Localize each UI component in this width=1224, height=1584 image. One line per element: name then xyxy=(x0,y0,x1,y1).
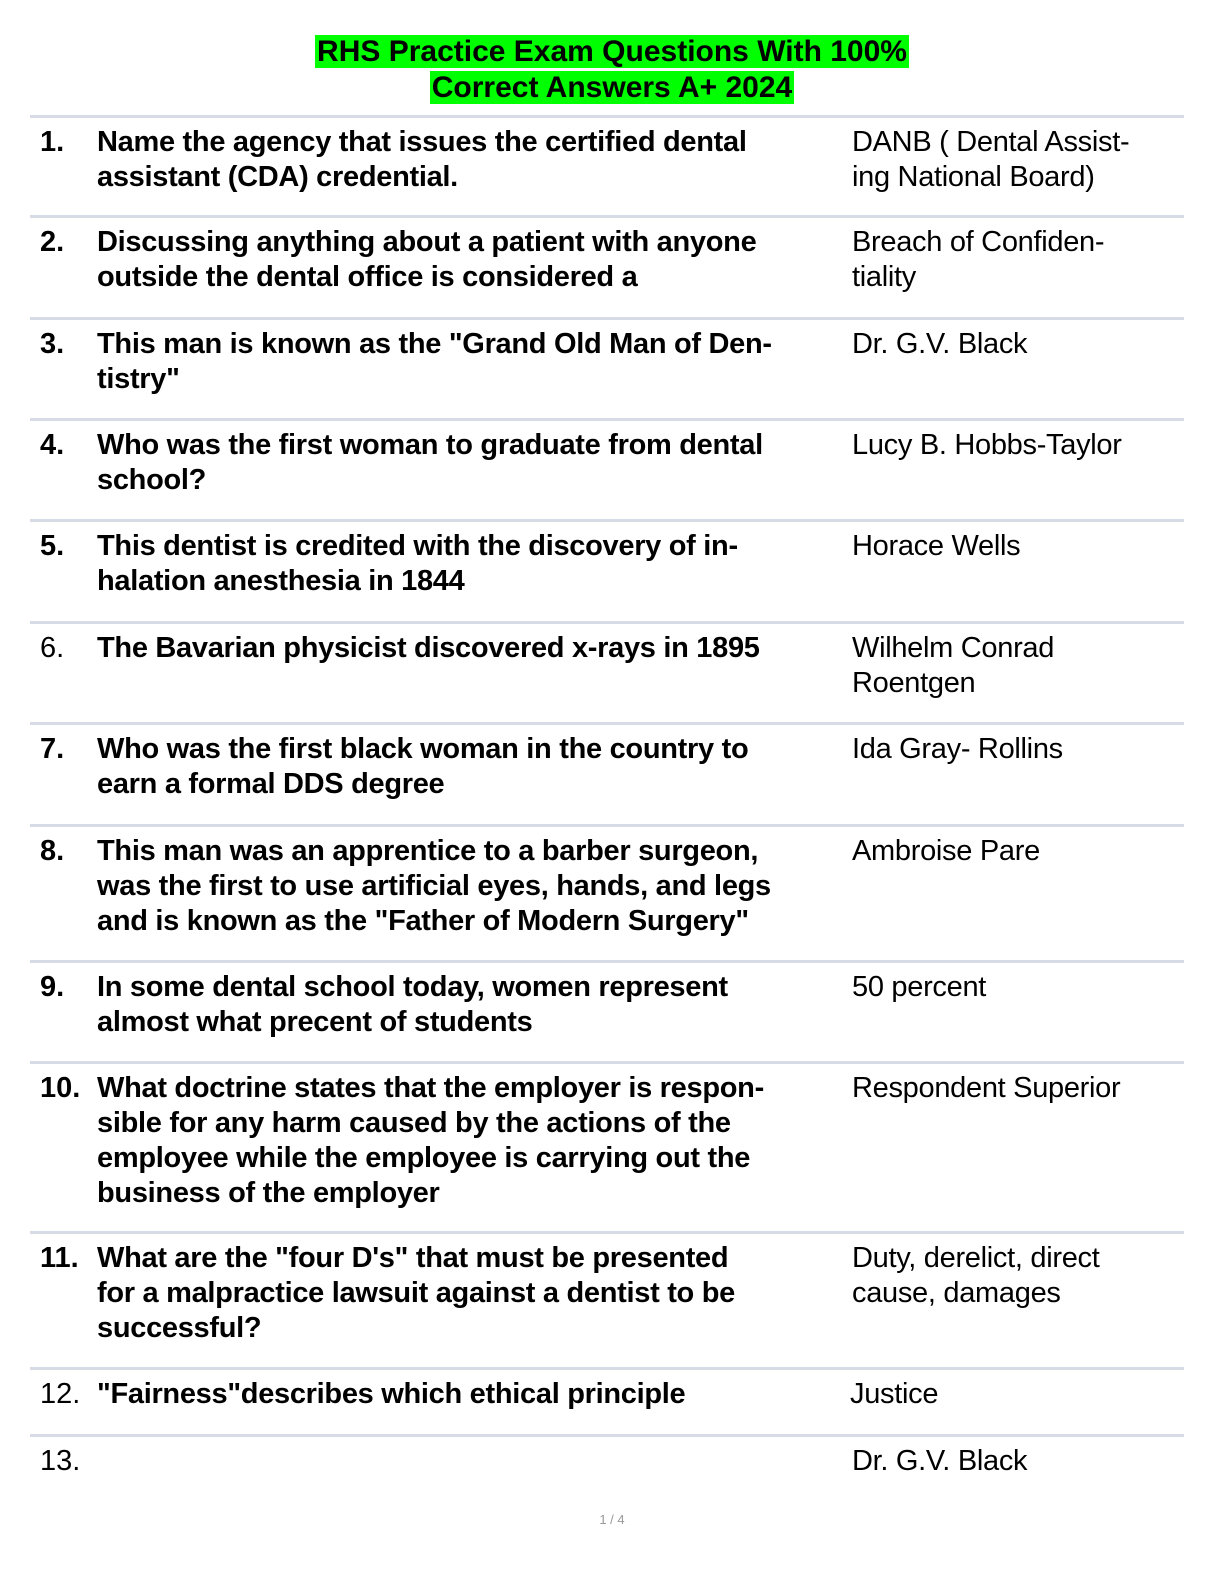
question-text xyxy=(97,327,857,397)
page-number: 1 / 4 xyxy=(599,1512,625,1527)
question-line: Discussing anything about a patient with anyone xyxy=(97,226,757,258)
answer-line: Duty, derelict, direct xyxy=(852,1242,1100,1274)
question-number: 8. xyxy=(40,835,65,867)
question-text xyxy=(97,125,857,195)
question-number: 10. xyxy=(40,1072,81,1104)
question-line: school? xyxy=(97,464,207,496)
answer-text xyxy=(852,529,1182,564)
question-line: What are the "four D's" that must be presented xyxy=(97,1242,729,1274)
row-divider xyxy=(30,317,1184,320)
answer-text xyxy=(852,1071,1182,1106)
question-line: Who was the first woman to graduate from dental xyxy=(97,429,763,461)
answer-line: ing National Board) xyxy=(852,161,1095,193)
answer-text xyxy=(850,1377,1180,1412)
answer-text xyxy=(852,1444,1182,1479)
answer-line: Justice xyxy=(850,1378,939,1410)
question-line: and is known as the "Father of Modern Surgery" xyxy=(97,905,749,937)
answer-line: Dr. G.V. Black xyxy=(852,1445,1028,1477)
question-text xyxy=(97,1071,857,1211)
answer-line: Ambroise Pare xyxy=(852,835,1040,867)
question-number: 13. xyxy=(40,1445,81,1477)
title-line-2: Correct Answers A+ 2024 xyxy=(431,71,793,104)
answer-line: Lucy B. Hobbs-Taylor xyxy=(852,429,1122,461)
question-number: 4. xyxy=(40,429,65,461)
question-number: 2. xyxy=(40,226,65,258)
row-divider xyxy=(30,1434,1184,1437)
question-number: 1. xyxy=(40,126,65,158)
question-text xyxy=(97,1377,857,1412)
question-line: The Bavarian physicist discovered x-rays in 1895 xyxy=(97,632,760,664)
answer-line: DANB ( Dental Assist- xyxy=(852,126,1130,158)
question-text xyxy=(97,834,857,939)
answer-line: Horace Wells xyxy=(852,530,1021,562)
question-line: This dentist is credited with the discovery of in- xyxy=(97,530,738,562)
row-divider xyxy=(30,115,1184,118)
question-text xyxy=(97,428,857,498)
question-line: successful? xyxy=(97,1312,262,1344)
row-divider xyxy=(30,418,1184,421)
question-line: almost what precent of students xyxy=(97,1006,533,1038)
title-line-1: RHS Practice Exam Questions With 100% xyxy=(317,35,907,68)
answer-line: Wilhelm Conrad xyxy=(852,632,1055,664)
question-text xyxy=(97,631,857,666)
answer-line: cause, damages xyxy=(852,1277,1061,1309)
row-divider xyxy=(30,824,1184,827)
question-number: 7. xyxy=(40,733,65,765)
answer-text xyxy=(852,970,1182,1005)
answer-text xyxy=(852,1241,1182,1311)
row-divider xyxy=(30,960,1184,963)
row-divider xyxy=(30,1061,1184,1064)
answer-text xyxy=(852,732,1182,767)
question-line: What doctrine states that the employer is respon- xyxy=(97,1072,764,1104)
document-title xyxy=(0,34,1224,106)
question-line: In some dental school today, women represent xyxy=(97,971,728,1003)
question-text xyxy=(97,529,857,599)
answer-text xyxy=(852,631,1182,701)
question-text xyxy=(97,970,857,1040)
question-line: tistry" xyxy=(97,363,180,395)
row-divider xyxy=(30,1231,1184,1234)
question-text xyxy=(97,1241,857,1346)
question-line: sible for any harm caused by the actions of the xyxy=(97,1107,731,1139)
question-number: 9. xyxy=(40,971,65,1003)
question-line: Name the agency that issues the certified dental xyxy=(97,126,747,158)
row-divider xyxy=(30,215,1184,218)
row-divider xyxy=(30,1367,1184,1370)
question-line: was the first to use artificial eyes, hands, and legs xyxy=(97,870,771,902)
question-line: This man is known as the "Grand Old Man of Den- xyxy=(97,328,772,360)
answer-line: Breach of Confiden- xyxy=(852,226,1105,258)
answer-line: Roentgen xyxy=(852,667,976,699)
question-line: for a malpractice lawsuit against a dentist to be xyxy=(97,1277,735,1309)
question-line: "Fairness"describes which ethical principle xyxy=(97,1378,686,1410)
question-line: assistant (CDA) credential. xyxy=(97,161,458,193)
question-line: employee while the employee is carrying out the xyxy=(97,1142,751,1174)
answer-text xyxy=(852,225,1182,295)
question-text xyxy=(97,225,857,295)
answer-text xyxy=(852,428,1182,463)
row-divider xyxy=(30,722,1184,725)
question-number: 12. xyxy=(40,1378,81,1410)
answer-line: tiality xyxy=(852,261,916,293)
question-text xyxy=(97,732,857,802)
question-line: This man was an apprentice to a barber surgeon, xyxy=(97,835,759,867)
answer-line: Ida Gray- Rollins xyxy=(852,733,1063,765)
question-line: outside the dental office is considered a xyxy=(97,261,638,293)
answer-text xyxy=(852,327,1182,362)
question-number: 11. xyxy=(40,1242,79,1274)
question-line: earn a formal DDS degree xyxy=(97,768,445,800)
question-number: 6. xyxy=(40,632,65,664)
answer-text xyxy=(852,834,1182,869)
answer-line: 50 percent xyxy=(852,971,987,1003)
answer-line: Dr. G.V. Black xyxy=(852,328,1028,360)
answer-text xyxy=(852,125,1182,195)
answer-line: Respondent Superior xyxy=(852,1072,1121,1104)
row-divider xyxy=(30,621,1184,624)
question-number: 5. xyxy=(40,530,65,562)
question-line: business of the employer xyxy=(97,1177,440,1209)
question-line: halation anesthesia in 1844 xyxy=(97,565,465,597)
question-number: 3. xyxy=(40,328,65,360)
question-line: Who was the first black woman in the country to xyxy=(97,733,749,765)
row-divider xyxy=(30,519,1184,522)
